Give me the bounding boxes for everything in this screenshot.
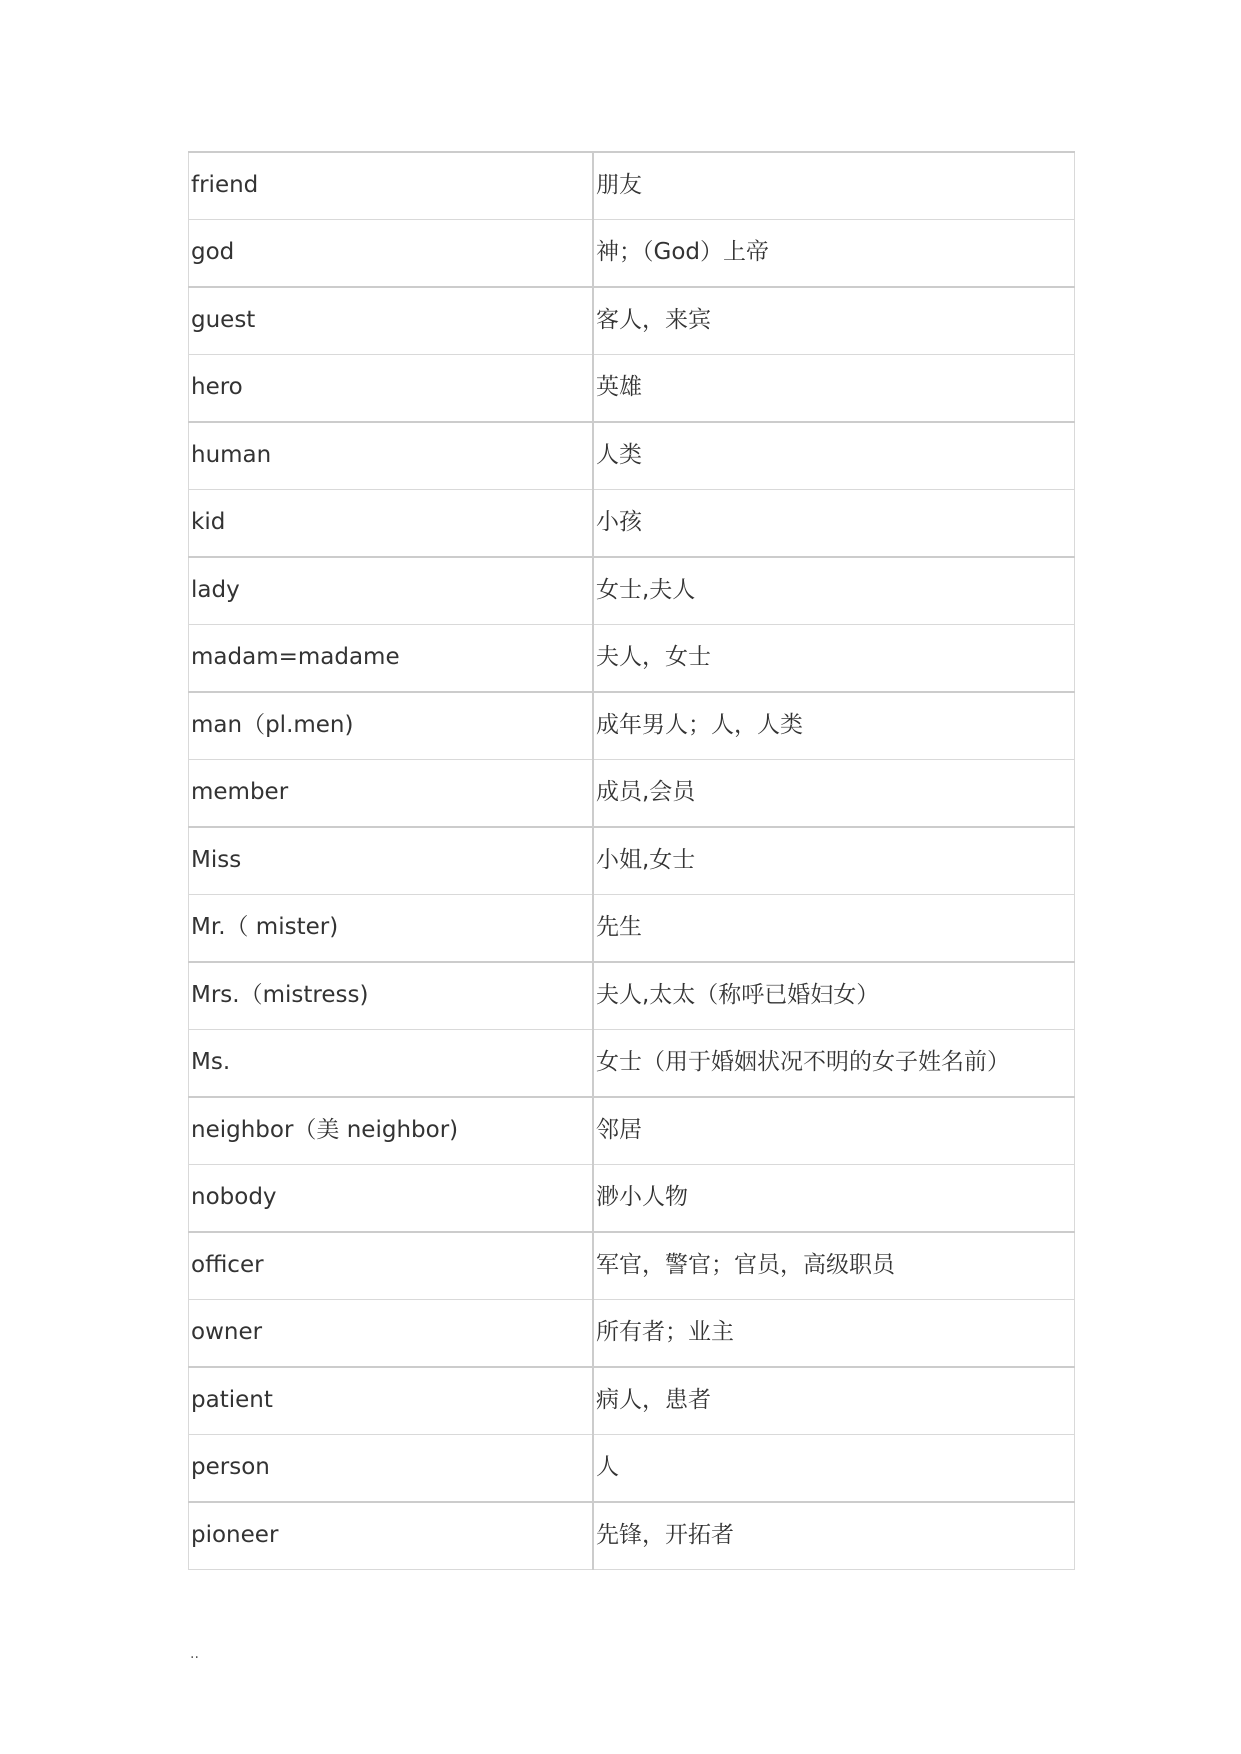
chinese-meaning-cell: 夫人，女士 [593, 625, 1075, 693]
english-word-cell: friend [189, 152, 594, 220]
english-word-cell: Mr.（ mister) [189, 895, 594, 963]
chinese-meaning-cell: 军官，警官；官员，高级职员 [593, 1232, 1075, 1300]
english-word-cell: Mrs.（mistress) [189, 962, 594, 1030]
chinese-meaning-cell: 渺小人物 [593, 1165, 1075, 1233]
table-row [189, 827, 1075, 895]
chinese-meaning-cell: 夫人,太太（称呼已婚妇女） [593, 962, 1075, 1030]
vocabulary-table [188, 151, 1075, 1570]
chinese-meaning-cell: 先锋，开拓者 [593, 1502, 1075, 1570]
chinese-meaning-cell: 小孩 [593, 490, 1075, 558]
english-word-cell: Ms. [189, 1030, 594, 1098]
table-row [189, 422, 1075, 490]
chinese-meaning-cell: 所有者；业主 [593, 1300, 1075, 1368]
chinese-meaning-cell: 成年男人；人，人类 [593, 692, 1075, 760]
table-row [189, 1502, 1075, 1570]
table-row [189, 557, 1075, 625]
table-row [189, 490, 1075, 558]
page-footer-mark: .. [190, 1646, 199, 1662]
chinese-meaning-cell: 朋友 [593, 152, 1075, 220]
table-row [189, 1097, 1075, 1165]
table-row [189, 962, 1075, 1030]
english-word-cell: god [189, 220, 594, 288]
table-row [189, 625, 1075, 693]
english-word-cell: man（pl.men) [189, 692, 594, 760]
chinese-meaning-cell: 病人，患者 [593, 1367, 1075, 1435]
english-word-cell: nobody [189, 1165, 594, 1233]
table-row [189, 220, 1075, 288]
chinese-meaning-cell: 女士（用于婚姻状况不明的女子姓名前） [593, 1030, 1075, 1098]
table-row [189, 1165, 1075, 1233]
table-row [189, 287, 1075, 355]
table-row [189, 692, 1075, 760]
table-row [189, 152, 1075, 220]
table-row [189, 895, 1075, 963]
chinese-meaning-cell: 先生 [593, 895, 1075, 963]
table-row [189, 1030, 1075, 1098]
chinese-meaning-cell: 小姐,女士 [593, 827, 1075, 895]
english-word-cell: owner [189, 1300, 594, 1368]
english-word-cell: kid [189, 490, 594, 558]
table-row [189, 1232, 1075, 1300]
chinese-meaning-cell: 女士,夫人 [593, 557, 1075, 625]
english-word-cell: member [189, 760, 594, 828]
english-word-cell: human [189, 422, 594, 490]
table-row [189, 1435, 1075, 1503]
english-word-cell: pioneer [189, 1502, 594, 1570]
table-row [189, 355, 1075, 423]
chinese-meaning-cell: 神；（God）上帝 [593, 220, 1075, 288]
english-word-cell: person [189, 1435, 594, 1503]
english-word-cell: patient [189, 1367, 594, 1435]
english-word-cell: lady [189, 557, 594, 625]
english-word-cell: neighbor（美 neighbor) [189, 1097, 594, 1165]
english-word-cell: officer [189, 1232, 594, 1300]
english-word-cell: Miss [189, 827, 594, 895]
chinese-meaning-cell: 人 [593, 1435, 1075, 1503]
english-word-cell: hero [189, 355, 594, 423]
vocabulary-table-body [189, 152, 1075, 1570]
table-row [189, 1300, 1075, 1368]
chinese-meaning-cell: 英雄 [593, 355, 1075, 423]
english-word-cell: madam=madame [189, 625, 594, 693]
chinese-meaning-cell: 人类 [593, 422, 1075, 490]
chinese-meaning-cell: 客人，来宾 [593, 287, 1075, 355]
english-word-cell: guest [189, 287, 594, 355]
table-row [189, 1367, 1075, 1435]
chinese-meaning-cell: 邻居 [593, 1097, 1075, 1165]
table-row [189, 760, 1075, 828]
chinese-meaning-cell: 成员,会员 [593, 760, 1075, 828]
